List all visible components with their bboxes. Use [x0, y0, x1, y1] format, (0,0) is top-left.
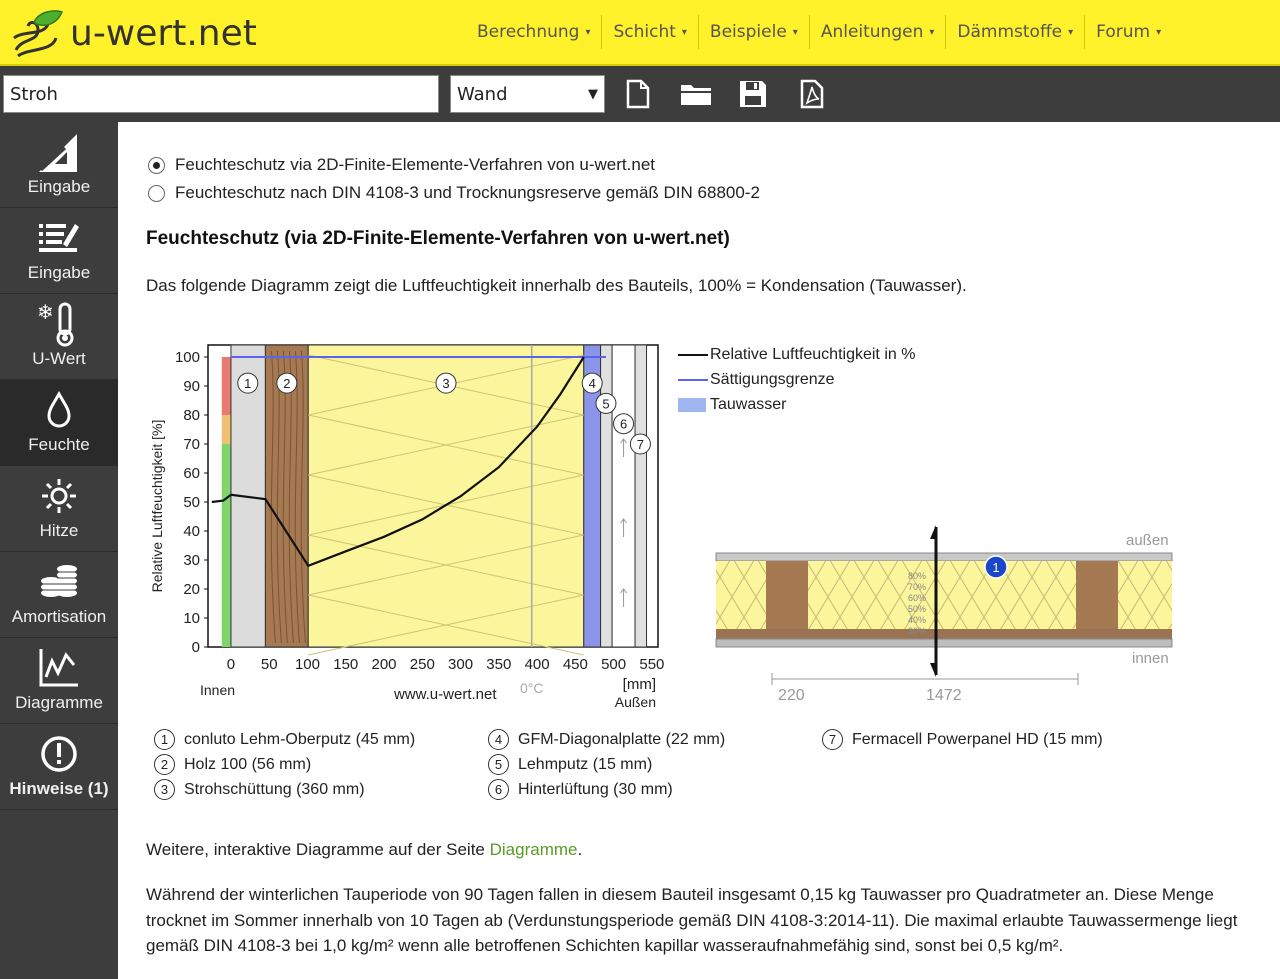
- y-tick-label: 70: [183, 436, 200, 453]
- sidebar-item-diagramme[interactable]: [0, 638, 118, 724]
- x-tick-label: 350: [486, 656, 512, 673]
- nav-item-label: Berechnung: [477, 22, 580, 42]
- layer-label: Strohschüttung (360 mm): [184, 780, 365, 798]
- nav-item-label: Dämmstoffe: [957, 22, 1063, 42]
- dimension-left: 220: [778, 687, 805, 704]
- x-tick-label: 500: [601, 656, 627, 673]
- layer-number: 4: [488, 729, 509, 750]
- nav-item-label: Forum: [1096, 22, 1151, 42]
- sidebar-item-eingabe[interactable]: [0, 122, 118, 208]
- legend-item-humidity: [678, 342, 915, 367]
- nav-item-beispiele[interactable]: [699, 15, 810, 49]
- caret-down-icon: ▾: [929, 26, 935, 38]
- save-button[interactable]: [737, 78, 769, 110]
- layer-item: [154, 777, 415, 802]
- legend-swatch: [678, 398, 706, 412]
- svg-text:❄: ❄: [37, 301, 54, 324]
- y-tick-label: 0: [191, 639, 200, 656]
- logo-icon: [8, 8, 64, 58]
- layer-number: 3: [154, 779, 175, 800]
- layer-number: 1: [154, 729, 175, 750]
- layer-marker-number: 6: [619, 416, 628, 432]
- section-percent-label: 60%: [908, 593, 927, 603]
- radio-label: Feuchteschutz via 2D-Finite-Elemente-Verfahren von u-wert.net: [175, 155, 656, 174]
- component-type-select[interactable]: [450, 75, 605, 113]
- sidebar-item-feuchte[interactable]: [0, 380, 118, 466]
- legend-swatch: [678, 379, 708, 381]
- zero-celsius-label: 0°C: [519, 680, 544, 696]
- sidebar-item-label: U-Wert: [32, 349, 86, 368]
- section-percent-label: 50%: [908, 604, 927, 614]
- x-tick-label: 100: [294, 656, 321, 673]
- sidebar-item-label: Eingabe: [27, 177, 91, 196]
- x-tick-label: 200: [371, 656, 397, 673]
- legend-label: Relative Luftfeuchtigkeit in %: [710, 345, 916, 363]
- y-tick-label: 100: [174, 349, 200, 366]
- x-tick-label: 250: [409, 656, 435, 673]
- nav-item-label: Anleitungen: [820, 22, 924, 42]
- triangle-ruler-icon: [37, 130, 81, 174]
- main-nav: [466, 0, 1172, 64]
- save-icon: [738, 79, 768, 109]
- x-tick-label: 0: [226, 656, 236, 673]
- y-tick-label: 20: [183, 581, 200, 598]
- legend-item-saturation: [678, 367, 915, 392]
- humidity-chart[interactable]: [138, 337, 668, 717]
- y-tick-label: 50: [183, 494, 200, 511]
- x-tick-label: 400: [524, 656, 550, 673]
- layer-marker-number: 3: [442, 376, 450, 392]
- layer-marker-number: 2: [283, 376, 291, 392]
- component-type-value: Wand: [457, 83, 508, 105]
- section-outer-cladding: [716, 553, 1172, 561]
- section-stud-2: [1076, 561, 1118, 631]
- section-heading: Feuchteschutz (via 2D-Finite-Elemente-Verfahren von u-wert.net): [146, 228, 730, 249]
- section-label-outside: außen: [1126, 532, 1169, 549]
- layer-label: conluto Lehm-Oberputz (45 mm): [184, 730, 416, 748]
- y-tick-label: 40: [183, 523, 200, 540]
- caret-down-icon: ▾: [792, 26, 798, 38]
- layer-item: [488, 727, 725, 752]
- condensation-summary: Während der winterlichen Tauperiode von 90 Tagen fallen in diesem Bauteil insgesamt 0,15 kg Tauwasser pro Quadratmeter an. Diese Menge trocknet im Sommer innerhalb von 10 Tagen ab (Verdunstungsperiode gemäß DIN 4108-3:2014-11). Die maximal erlaubte Tauwassermenge liegt gemäß DIN 4108-3 bei 1,0 kg/m² wenn alle betroffenen Schichten kapillar wasseraufnahmefähig sind, sonst bei 0,5 kg/m².: [146, 885, 1238, 955]
- sidebar-item-eingabe-layers[interactable]: [0, 208, 118, 294]
- sidebar-item-label: Eingabe: [27, 263, 91, 282]
- watermark: www.u-wert.net: [393, 686, 497, 703]
- nav-item-forum[interactable]: [1085, 15, 1172, 49]
- section-percent-label: 80%: [908, 571, 927, 581]
- caret-down-icon: ▾: [681, 26, 687, 38]
- layer-list-col-3: [822, 727, 1103, 752]
- radio-button[interactable]: [148, 185, 165, 202]
- nav-item-berechnung[interactable]: [466, 15, 602, 49]
- layer-list-col-2: [488, 727, 725, 802]
- diagramme-link[interactable]: Diagramme: [489, 840, 578, 859]
- x-tick-label: 50: [260, 656, 278, 673]
- legend-label: Sättigungsgrenze: [710, 370, 835, 388]
- y-tick-label: 60: [183, 465, 200, 482]
- sun-icon: [39, 476, 79, 516]
- folder-icon: [680, 81, 712, 107]
- more-diagrams-text: [146, 840, 582, 860]
- top-bar: [0, 0, 1280, 66]
- layers-edit-icon: [37, 218, 81, 258]
- inner-climate-band: [222, 415, 231, 444]
- caret-down-icon: ▾: [1156, 26, 1162, 38]
- y-tick-label: 10: [183, 610, 200, 627]
- layer-label: GFM-Diagonalplatte (22 mm): [518, 730, 726, 748]
- layer-marker-number: 7: [636, 437, 645, 452]
- layer-number: 6: [488, 779, 509, 800]
- layer-label: Lehmputz (15 mm): [518, 755, 653, 773]
- cross-section-view[interactable]: [708, 517, 1188, 707]
- caret-down-icon: ▾: [585, 26, 591, 38]
- layer-band: [635, 345, 646, 647]
- toolbar: [0, 66, 1280, 122]
- layer-list-col-1: [154, 727, 415, 802]
- more-diagrams-prefix: Weitere, interaktive Diagramme auf der Seite: [146, 840, 490, 859]
- layer-label: Fermacell Powerpanel HD (15 mm): [852, 730, 1103, 748]
- intro-text: Das folgende Diagramm zeigt die Luftfeuchtigkeit innerhalb des Bauteils, 100% = Kondensation (Tauwasser).: [146, 276, 967, 295]
- y-tick-label: 90: [183, 378, 200, 395]
- pdf-file-icon: [799, 79, 825, 109]
- section-percent-label: 70%: [908, 582, 927, 592]
- site-logo[interactable]: [8, 8, 257, 58]
- layer-marker-number: 5: [602, 396, 610, 412]
- layer-item: [154, 727, 415, 752]
- section-board-layer: [716, 629, 1172, 639]
- layer-number: 2: [154, 754, 175, 775]
- logo-text: u-wert.net: [70, 12, 257, 54]
- radio-button-selected[interactable]: [148, 157, 165, 174]
- sidebar-item-label: Amortisation: [11, 607, 107, 626]
- y-tick-label: 30: [183, 552, 200, 569]
- more-diagrams-suffix: .: [577, 840, 583, 859]
- y-axis-label: Relative Luftfeuchtigkeit [%]: [149, 419, 165, 593]
- y-tick-label: 80: [183, 407, 200, 424]
- component-name-input[interactable]: [3, 75, 439, 113]
- x-unit-label: [mm]: [622, 676, 656, 693]
- sidebar: [0, 122, 118, 979]
- sidebar-item-label: Hitze: [39, 521, 79, 540]
- layer-band: [601, 345, 612, 647]
- section-label-inside: innen: [1132, 650, 1169, 667]
- sidebar-item-hinweise[interactable]: [0, 724, 118, 810]
- coins-icon: [39, 563, 79, 601]
- layer-item: [488, 777, 725, 802]
- sidebar-item-label: Hinweise (1): [9, 779, 109, 798]
- thermometer-snowflake-icon: [36, 301, 82, 347]
- section-percent-label: 30%: [908, 626, 927, 636]
- x-tick-label: 300: [448, 656, 474, 673]
- nav-item-label: Beispiele: [709, 22, 787, 42]
- layer-marker-number: 1: [244, 376, 252, 392]
- x-label-inside: Innen: [200, 682, 236, 698]
- layer-label: Hinterlüftung (30 mm): [518, 780, 673, 798]
- layer-item: [822, 727, 1103, 752]
- layer-number: 7: [822, 729, 843, 750]
- legend-swatch: [678, 354, 708, 356]
- dimension-right: 1472: [926, 687, 962, 704]
- pdf-export-button[interactable]: [796, 78, 828, 110]
- section-stud-1: [766, 561, 808, 631]
- sidebar-item-label: Diagramme: [15, 693, 103, 712]
- sidebar-item-u-wert[interactable]: [0, 294, 118, 380]
- nav-item-anleitungen[interactable]: [810, 15, 947, 49]
- sidebar-item-amortisation[interactable]: [0, 552, 118, 638]
- line-chart-icon: [38, 647, 80, 689]
- inner-climate-band: [222, 444, 231, 647]
- sidebar-item-hitze[interactable]: [0, 466, 118, 552]
- nav-item-dämmstoffe[interactable]: [946, 15, 1085, 49]
- new-file-button[interactable]: [622, 78, 654, 110]
- radio-option-fem[interactable]: [148, 155, 655, 175]
- sidebar-item-label: Feuchte: [28, 435, 90, 454]
- layer-item: [154, 752, 415, 777]
- inner-climate-band: [222, 357, 231, 415]
- x-tick-label: 550: [639, 656, 665, 673]
- radio-option-din[interactable]: [148, 183, 760, 203]
- open-folder-button[interactable]: [680, 78, 712, 110]
- layer-number: 5: [488, 754, 509, 775]
- x-label-outside: Außen: [614, 694, 656, 710]
- x-tick-label: 150: [333, 656, 359, 673]
- section-marker-number: 1: [992, 560, 1000, 575]
- legend-label: Tauwasser: [710, 395, 787, 413]
- section-plaster-layer: [716, 639, 1172, 647]
- layer-item: [488, 752, 725, 777]
- layer-label: Holz 100 (56 mm): [184, 755, 312, 773]
- nav-item-label: Schicht: [613, 22, 676, 42]
- caret-down-icon: ▾: [1068, 26, 1074, 38]
- legend-item-condensate: [678, 392, 915, 417]
- section-percent-label: 40%: [908, 615, 927, 625]
- x-tick-label: 450: [562, 656, 588, 673]
- exclamation-circle-icon: [39, 734, 79, 774]
- radio-label: Feuchteschutz nach DIN 4108-3 und Trocknungsreserve gemäß DIN 68800-2: [175, 183, 760, 202]
- chart-legend: [678, 342, 915, 417]
- water-drop-icon: [44, 391, 74, 429]
- layer-marker-number: 4: [588, 376, 596, 392]
- new-file-icon: [625, 79, 651, 109]
- dropdown-arrow-icon: ▼: [588, 86, 598, 102]
- main-content: [118, 122, 1280, 979]
- nav-item-schicht[interactable]: [602, 15, 698, 49]
